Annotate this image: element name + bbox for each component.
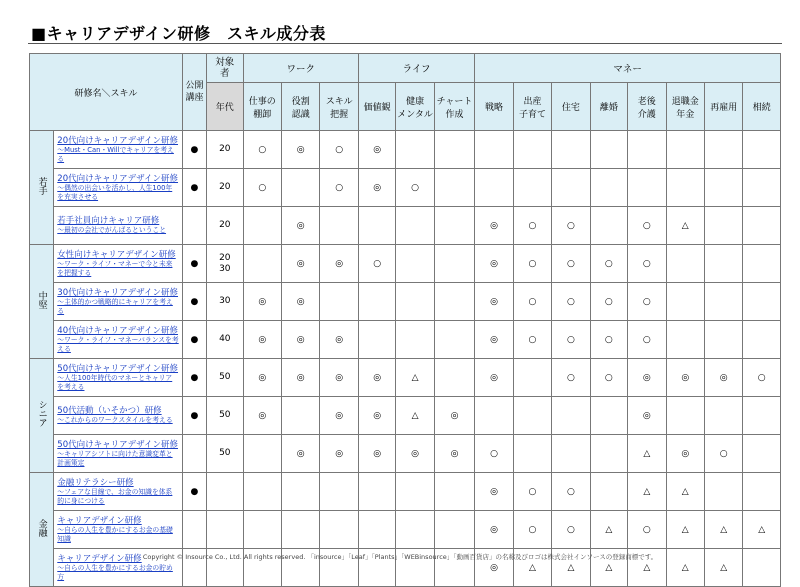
public-course-cell: ● bbox=[182, 397, 206, 435]
skill-mark-cell bbox=[552, 131, 590, 169]
course-cell[interactable] bbox=[54, 207, 183, 245]
skill-mark-cell: ○ bbox=[628, 321, 666, 359]
skill-mark-cell: ○ bbox=[590, 359, 627, 397]
group-label bbox=[30, 473, 54, 587]
skill-mark-cell: ○ bbox=[320, 169, 358, 207]
header-skill-text: 健康 メンタル bbox=[397, 96, 433, 120]
skill-mark-cell: △ bbox=[666, 207, 704, 245]
public-course-cell: ● bbox=[182, 245, 206, 283]
skill-mark-cell bbox=[513, 359, 551, 397]
skill-mark-cell bbox=[666, 283, 704, 321]
skill-mark-cell bbox=[743, 169, 781, 207]
skill-mark-cell bbox=[590, 397, 627, 435]
skill-mark-cell: ◎ bbox=[628, 359, 666, 397]
skill-mark-cell bbox=[434, 511, 474, 549]
table-row bbox=[30, 207, 781, 245]
skill-mark-cell bbox=[243, 473, 281, 511]
skill-mark-cell bbox=[358, 207, 395, 245]
public-course-cell: ● bbox=[182, 169, 206, 207]
header-skill-text: 出産 子育て bbox=[518, 96, 546, 120]
course-cell[interactable] bbox=[54, 359, 183, 397]
skill-mark-cell: ◎ bbox=[281, 435, 319, 473]
header-skill bbox=[590, 83, 627, 131]
public-course-cell: ● bbox=[182, 131, 206, 169]
skill-mark-cell bbox=[396, 207, 434, 245]
table-row bbox=[30, 473, 781, 511]
skill-mark-cell: ○ bbox=[628, 207, 666, 245]
skill-mark-cell bbox=[513, 169, 551, 207]
course-name-link[interactable]: キャリアデザイン研修 bbox=[57, 554, 142, 564]
skill-mark-cell bbox=[552, 397, 590, 435]
skill-mark-cell: ◎ bbox=[281, 131, 319, 169]
skill-mark-cell: △ bbox=[628, 549, 666, 587]
skill-mark-cell: ○ bbox=[552, 511, 590, 549]
header-skill bbox=[743, 83, 781, 131]
skill-mark-cell bbox=[704, 397, 742, 435]
age-cell: 20 bbox=[207, 207, 243, 245]
skill-mark-cell bbox=[704, 131, 742, 169]
header-target bbox=[207, 54, 243, 83]
public-course-cell: ● bbox=[182, 283, 206, 321]
skill-mark-cell: ◎ bbox=[358, 131, 395, 169]
skill-mark-cell bbox=[704, 473, 742, 511]
skill-mark-cell bbox=[552, 435, 590, 473]
table-row bbox=[30, 283, 781, 321]
skill-mark-cell bbox=[666, 245, 704, 283]
age-cell: 40 bbox=[207, 321, 243, 359]
age-cell: 20 bbox=[207, 131, 243, 169]
skill-mark-cell: ◎ bbox=[704, 359, 742, 397]
skill-mark-cell: ○ bbox=[704, 435, 742, 473]
skill-mark-cell bbox=[743, 245, 781, 283]
skill-mark-cell bbox=[704, 245, 742, 283]
course-cell[interactable] bbox=[54, 511, 183, 549]
header-group-work: ワーク bbox=[243, 54, 358, 83]
skill-mark-cell bbox=[434, 169, 474, 207]
header-public-course-text: 公開 講座 bbox=[185, 81, 204, 103]
skill-mark-cell bbox=[358, 511, 395, 549]
skill-mark-cell: ○ bbox=[513, 245, 551, 283]
skill-mark-cell bbox=[513, 397, 551, 435]
group-label bbox=[30, 131, 54, 245]
skill-mark-cell bbox=[666, 321, 704, 359]
skill-mark-cell: ◎ bbox=[320, 435, 358, 473]
skill-mark-cell: ○ bbox=[552, 283, 590, 321]
skill-mark-cell bbox=[281, 169, 319, 207]
skill-mark-cell: ○ bbox=[513, 207, 551, 245]
skill-mark-cell bbox=[358, 321, 395, 359]
skill-mark-cell: △ bbox=[590, 511, 627, 549]
skill-mark-cell bbox=[358, 473, 395, 511]
skill-mark-cell: ◎ bbox=[281, 359, 319, 397]
page-title: ■キャリアデザイン研修 スキル成分表 bbox=[31, 24, 326, 43]
course-name-link[interactable]: キャリアデザイン研修 bbox=[57, 516, 142, 526]
header-skill bbox=[552, 83, 590, 131]
skill-mark-cell: ○ bbox=[552, 207, 590, 245]
course-name-link[interactable]: 若手社員向けキャリア研修 bbox=[57, 216, 160, 227]
skill-mark-cell: ○ bbox=[243, 131, 281, 169]
skill-mark-cell: ○ bbox=[552, 245, 590, 283]
table-row bbox=[30, 435, 781, 473]
course-name-link[interactable]: 女性向けキャリアデザイン研修 bbox=[57, 250, 176, 260]
course-cell[interactable] bbox=[54, 131, 183, 169]
skill-mark-cell bbox=[666, 169, 704, 207]
table-row bbox=[30, 321, 781, 359]
header-skill bbox=[320, 83, 358, 131]
skill-mark-cell: ○ bbox=[552, 359, 590, 397]
group-label-text: シニア bbox=[36, 400, 47, 427]
skill-mark-cell bbox=[358, 283, 395, 321]
course-subtitle-link[interactable]: ～これからのワークスタイルを考える bbox=[57, 416, 173, 425]
skill-mark-cell: ◎ bbox=[475, 207, 513, 245]
header-skill-text: スキル 把握 bbox=[325, 96, 353, 120]
course-cell[interactable] bbox=[54, 435, 183, 473]
course-cell[interactable] bbox=[54, 169, 183, 207]
skill-mark-cell bbox=[320, 473, 358, 511]
skill-mark-cell bbox=[243, 511, 281, 549]
course-cell[interactable] bbox=[54, 283, 183, 321]
header-skill bbox=[396, 83, 434, 131]
skill-mark-cell bbox=[704, 283, 742, 321]
course-subtitle-link[interactable]: ～フェアな目線で、お金の知識を体系的に身につける bbox=[57, 488, 173, 505]
public-course-cell bbox=[182, 207, 206, 245]
header-skill-text: 相続 bbox=[752, 103, 771, 113]
skill-mark-cell: △ bbox=[666, 473, 704, 511]
course-name-link[interactable]: 金融リテラシー研修 bbox=[57, 478, 134, 488]
skill-mark-cell bbox=[243, 435, 281, 473]
header-skill bbox=[358, 83, 395, 131]
skill-mark-cell: ◎ bbox=[475, 245, 513, 283]
skill-mark-cell bbox=[243, 245, 281, 283]
skill-mark-cell: ◎ bbox=[281, 207, 319, 245]
course-name-link[interactable]: 50代向けキャリアデザイン研修 bbox=[57, 364, 179, 374]
skill-mark-cell: ○ bbox=[552, 473, 590, 511]
header-skill-text: 離婚 bbox=[599, 103, 618, 113]
skill-mark-cell bbox=[704, 169, 742, 207]
age-cell: 50 bbox=[207, 359, 243, 397]
skill-mark-cell: ◎ bbox=[358, 359, 395, 397]
skill-mark-cell bbox=[743, 207, 781, 245]
public-course-cell: ● bbox=[182, 321, 206, 359]
course-subtitle-link[interactable]: ～ワーク・ライフ・マネーバランスを考える bbox=[57, 336, 179, 353]
course-name-link[interactable]: 50代向けキャリアデザイン研修 bbox=[57, 440, 179, 450]
skill-mark-cell: ○ bbox=[628, 245, 666, 283]
skill-mark-cell: ◎ bbox=[320, 397, 358, 435]
skill-mark-cell: ○ bbox=[475, 435, 513, 473]
skill-mark-cell bbox=[434, 207, 474, 245]
skill-mark-cell bbox=[704, 321, 742, 359]
skill-mark-cell: ◎ bbox=[243, 321, 281, 359]
skill-mark-cell: ◎ bbox=[281, 283, 319, 321]
skill-mark-cell: △ bbox=[704, 511, 742, 549]
skill-mark-cell: ◎ bbox=[475, 473, 513, 511]
header-skill bbox=[513, 83, 551, 131]
skill-mark-cell: ◎ bbox=[666, 359, 704, 397]
skill-mark-cell bbox=[743, 473, 781, 511]
group-label bbox=[30, 245, 54, 359]
skill-mark-cell: ◎ bbox=[434, 397, 474, 435]
skill-mark-cell: △ bbox=[666, 549, 704, 587]
skill-mark-cell bbox=[434, 131, 474, 169]
header-skill-text: 住宅 bbox=[561, 103, 580, 113]
skill-mark-cell bbox=[475, 169, 513, 207]
skill-mark-cell bbox=[396, 245, 434, 283]
skill-mark-cell bbox=[320, 511, 358, 549]
skill-mark-cell: ○ bbox=[743, 359, 781, 397]
skill-mark-cell bbox=[743, 321, 781, 359]
skill-mark-cell bbox=[281, 473, 319, 511]
header-skill-text: 価値観 bbox=[363, 103, 391, 113]
course-subtitle-link[interactable]: ～自らの人生を豊かにするお金の基礎知識 bbox=[57, 526, 173, 543]
copyright-footer: Copyright © Insource Co., Ltd. All rights reserved. 「insource」「Leaf」「Plants」「WEBinsource」「動画百貨店」の名称及びロゴは株式会社インソースの登録商標です。 bbox=[142, 553, 658, 561]
skill-mark-cell: ○ bbox=[628, 283, 666, 321]
header-skill-text: チャート 作成 bbox=[436, 96, 473, 120]
skill-mark-cell: ◎ bbox=[320, 321, 358, 359]
header-skill bbox=[475, 83, 513, 131]
skill-mark-cell: ◎ bbox=[396, 435, 434, 473]
skill-mark-cell bbox=[590, 169, 627, 207]
skill-mark-cell bbox=[396, 131, 434, 169]
skill-mark-cell bbox=[243, 207, 281, 245]
age-cell: 30 bbox=[207, 283, 243, 321]
course-cell[interactable] bbox=[54, 245, 183, 283]
course-name-link[interactable]: 50代活動（いそかつ）研修 bbox=[57, 406, 162, 417]
skill-mark-cell bbox=[590, 435, 627, 473]
skill-mark-cell: ○ bbox=[513, 473, 551, 511]
group-label bbox=[30, 359, 54, 473]
header-skill-text: 老後 介護 bbox=[637, 96, 656, 120]
course-cell[interactable] bbox=[54, 473, 183, 511]
skill-mark-cell: ○ bbox=[552, 321, 590, 359]
skill-mark-cell: ◎ bbox=[475, 321, 513, 359]
skill-mark-cell bbox=[320, 207, 358, 245]
title-underline bbox=[28, 43, 782, 44]
skill-mark-cell: ◎ bbox=[666, 435, 704, 473]
skill-mark-cell: △ bbox=[552, 549, 590, 587]
group-label-text: 中堅 bbox=[36, 290, 47, 309]
course-name-link[interactable]: 40代向けキャリアデザイン研修 bbox=[57, 326, 179, 336]
skill-mark-cell: ○ bbox=[628, 511, 666, 549]
skill-mark-cell: ○ bbox=[513, 283, 551, 321]
skill-mark-cell: ◎ bbox=[434, 435, 474, 473]
skill-mark-cell bbox=[396, 473, 434, 511]
skill-mark-cell bbox=[434, 245, 474, 283]
skill-mark-cell: ○ bbox=[358, 245, 395, 283]
header-target-text: 対象 者 bbox=[215, 57, 235, 79]
skill-mark-cell: ◎ bbox=[281, 245, 319, 283]
skill-mark-cell bbox=[704, 207, 742, 245]
header-skill-text: 仕事の 棚卸 bbox=[248, 96, 276, 120]
skill-mark-cell bbox=[513, 131, 551, 169]
skill-mark-cell: ○ bbox=[513, 511, 551, 549]
public-course-cell bbox=[182, 511, 206, 549]
skill-mark-cell: △ bbox=[513, 549, 551, 587]
skill-mark-cell bbox=[475, 131, 513, 169]
skill-mark-cell bbox=[743, 397, 781, 435]
age-cell: 50 bbox=[207, 397, 243, 435]
age-cell: 50 bbox=[207, 435, 243, 473]
skill-mark-cell bbox=[434, 321, 474, 359]
skill-mark-cell bbox=[743, 131, 781, 169]
table-row bbox=[30, 245, 781, 283]
skill-mark-cell: ◎ bbox=[358, 397, 395, 435]
header-skill bbox=[434, 83, 474, 131]
header-skill bbox=[281, 83, 319, 131]
skill-table bbox=[29, 53, 781, 587]
public-course-cell: ● bbox=[182, 473, 206, 511]
skill-mark-cell: ◎ bbox=[243, 397, 281, 435]
header-skill-text: 再雇用 bbox=[710, 103, 738, 113]
public-course-cell bbox=[182, 435, 206, 473]
skill-mark-cell bbox=[743, 283, 781, 321]
table-row bbox=[30, 397, 781, 435]
table-row bbox=[30, 131, 781, 169]
skill-mark-cell bbox=[396, 321, 434, 359]
age-cell: 20 30 bbox=[207, 245, 243, 283]
table-body bbox=[30, 131, 781, 587]
skill-mark-cell: △ bbox=[743, 511, 781, 549]
header-skill-text: 戦略 bbox=[485, 103, 504, 113]
skill-mark-cell: △ bbox=[590, 549, 627, 587]
skill-mark-cell: ◎ bbox=[475, 511, 513, 549]
skill-mark-cell: △ bbox=[628, 473, 666, 511]
skill-mark-cell bbox=[590, 207, 627, 245]
skill-mark-cell: ○ bbox=[396, 169, 434, 207]
table-row bbox=[30, 169, 781, 207]
skill-mark-cell bbox=[281, 511, 319, 549]
course-subtitle-link[interactable]: ～Must・Can・Willでキャリアを考える bbox=[57, 146, 174, 163]
course-subtitle-link[interactable]: ～自らの人生を豊かにするお金の貯め方 bbox=[57, 564, 173, 581]
skill-mark-cell: △ bbox=[666, 511, 704, 549]
skill-mark-cell bbox=[434, 473, 474, 511]
skill-mark-cell bbox=[513, 435, 551, 473]
skill-mark-cell: ◎ bbox=[358, 169, 395, 207]
skill-mark-cell: △ bbox=[628, 435, 666, 473]
skill-mark-cell: △ bbox=[704, 549, 742, 587]
skill-mark-cell bbox=[396, 283, 434, 321]
header-course-skill: 研修名＼スキル bbox=[30, 54, 183, 131]
header-skill bbox=[243, 83, 281, 131]
skill-mark-cell: ◎ bbox=[281, 321, 319, 359]
header-skill bbox=[628, 83, 666, 131]
header-age: 年代 bbox=[207, 83, 243, 131]
skill-mark-cell bbox=[552, 169, 590, 207]
public-course-cell: ● bbox=[182, 359, 206, 397]
skill-mark-cell: ○ bbox=[590, 283, 627, 321]
course-name-link[interactable]: 20代向けキャリアデザイン研修 bbox=[57, 136, 179, 146]
course-subtitle-link[interactable]: ～偶然の出会いを活かし、人生100年を充実させる bbox=[57, 184, 173, 201]
skill-mark-cell: ○ bbox=[243, 169, 281, 207]
skill-mark-cell: ◎ bbox=[475, 283, 513, 321]
header-skill-text: 退職金 年金 bbox=[671, 96, 699, 120]
skill-mark-cell bbox=[475, 397, 513, 435]
skill-mark-cell: △ bbox=[396, 397, 434, 435]
course-name-link[interactable]: 30代向けキャリアデザイン研修 bbox=[57, 288, 179, 298]
group-label-text: 金融 bbox=[36, 518, 47, 537]
skill-mark-cell bbox=[396, 511, 434, 549]
skill-mark-cell: ◎ bbox=[243, 359, 281, 397]
skill-mark-cell bbox=[666, 397, 704, 435]
group-label-text: 若手 bbox=[36, 176, 47, 195]
course-subtitle-link[interactable]: ～最初の会社でがんばるということ bbox=[57, 226, 167, 235]
course-subtitle-link[interactable]: ～ワーク・ライフ・マネーで今と未来を把握する bbox=[57, 260, 173, 277]
skill-mark-cell bbox=[628, 169, 666, 207]
course-subtitle-link[interactable]: ～主体的かつ戦略的にキャリアを考える bbox=[57, 298, 173, 315]
skill-mark-cell: ◎ bbox=[475, 549, 513, 587]
table-row bbox=[30, 359, 781, 397]
course-subtitle-link[interactable]: ～人生100年時代のマネーとキャリアを考える bbox=[57, 374, 173, 391]
age-cell bbox=[207, 473, 243, 511]
skill-mark-cell: △ bbox=[396, 359, 434, 397]
skill-mark-cell bbox=[281, 397, 319, 435]
course-cell[interactable] bbox=[54, 397, 183, 435]
course-cell[interactable] bbox=[54, 321, 183, 359]
skill-mark-cell bbox=[666, 131, 704, 169]
skill-mark-cell: ◎ bbox=[628, 397, 666, 435]
skill-mark-cell: ◎ bbox=[243, 283, 281, 321]
skill-mark-cell: ○ bbox=[320, 131, 358, 169]
skill-mark-cell: ○ bbox=[513, 321, 551, 359]
header-public-course bbox=[182, 54, 206, 131]
skill-mark-cell bbox=[628, 131, 666, 169]
header-group-life: ライフ bbox=[358, 54, 474, 83]
course-name-link[interactable]: 20代向けキャリアデザイン研修 bbox=[57, 174, 179, 184]
skill-mark-cell bbox=[320, 283, 358, 321]
header-group-money: マネー bbox=[475, 54, 781, 83]
age-cell: 20 bbox=[207, 169, 243, 207]
skill-mark-cell: ○ bbox=[590, 321, 627, 359]
skill-mark-cell: ◎ bbox=[320, 359, 358, 397]
course-subtitle-link[interactable]: ～キャリアシフトに向けた意識変革と計画策定 bbox=[57, 450, 173, 467]
table-row bbox=[30, 511, 781, 549]
skill-mark-cell: ◎ bbox=[475, 359, 513, 397]
skill-mark-cell bbox=[434, 283, 474, 321]
skill-mark-cell bbox=[590, 131, 627, 169]
header-skill bbox=[666, 83, 704, 131]
header-skill bbox=[704, 83, 742, 131]
skill-mark-cell: ◎ bbox=[358, 435, 395, 473]
skill-mark-cell bbox=[590, 473, 627, 511]
skill-mark-cell: ◎ bbox=[320, 245, 358, 283]
skill-mark-cell bbox=[434, 359, 474, 397]
skill-mark-cell: ○ bbox=[590, 245, 627, 283]
skill-mark-cell bbox=[743, 435, 781, 473]
header-skill-text: 役割 認識 bbox=[291, 96, 310, 120]
age-cell bbox=[207, 511, 243, 549]
